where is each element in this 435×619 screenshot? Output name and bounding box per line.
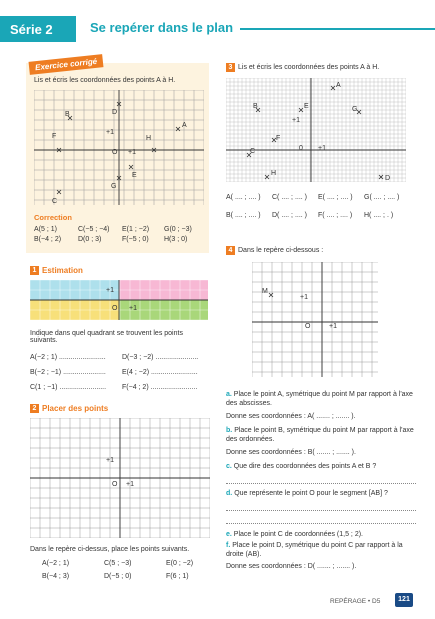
ex4-point-m: M [262,288,268,295]
corrected-point-h: H [146,135,152,142]
corrected-point-a: A [182,122,187,129]
ex2-instruction: Dans le repère ci-dessus, place les points suivants. [30,546,190,553]
answer-h: H(3 ; 0) [164,236,188,243]
ex1-origin: O [112,305,118,312]
ex4-a-coords[interactable]: Donne ses coordonnées : A( ....... ; ....... ). [226,413,356,420]
ex3-number: 3 [226,63,235,72]
ex4-d-text: Que représente le point O pour le segment [AB] ? [234,490,388,497]
title-rule [240,28,435,30]
ex4-f-label: f. [226,542,231,549]
ex4-a [226,390,416,408]
ex1-number: 1 [30,266,39,275]
ex2-number: 2 [30,404,39,413]
ex4-d [226,489,416,498]
ex4-c-label: c. [226,463,232,470]
ex3-blank-a[interactable]: A( .... ; .... ) [226,194,261,201]
corrected-point-c: C [52,198,58,205]
ex4-questions [226,390,416,571]
corrected-origin: O [112,149,118,156]
ex1-item-e: E(4 ; −2) ........................ [122,369,198,376]
ex2-item-b: B(−4 ; 3) [42,573,70,580]
ex3-blank-c[interactable]: C( .... ; .... ) [272,194,307,201]
ex2-item-a: A(−2 ; 1) [42,560,70,567]
ex1-item-f: F(−4 ; 2) ........................ [122,384,198,391]
ex3-blank-g[interactable]: G( .... ; .... ) [364,194,400,201]
ex1-item-c: C(1 ; −1) ........................ [30,384,107,391]
ex3-point-f: F [276,135,281,142]
ex4-f-text: Place le point D, symétrique du point C par rapport à la droite (AB). [226,542,403,558]
ex4-d-label: d. [226,490,233,497]
ex3-blank-h[interactable]: H( .... ; . ) [364,212,394,219]
ex4-e [226,530,416,539]
ex4-e-label: e. [226,531,232,538]
ex4-origin: O [305,323,311,330]
ex3-point-h: H [271,170,277,177]
ex4-a-label: a. [226,391,232,398]
ex4-e-text: Place le point C de coordonnées (1,5 ; 2). [233,531,363,538]
ex3-point-c: C [250,148,256,155]
ex3-point-a: A [336,82,341,89]
answer-a: A(5 ; 1) [34,226,57,233]
ex3-origin: 0 [299,145,303,152]
corrected-point-b: B [65,111,70,118]
ex3-blank-d[interactable]: D( .... ; .... ) [272,212,307,219]
ex2-grid [30,418,210,538]
corrected-point-g: G [111,183,117,190]
ex3-grid [226,78,406,182]
ex3-point-g: G [352,106,358,113]
ex2-y-unit: +1 [106,457,114,464]
ex4-b-text: Place le point B, symétrique du point M par rapport à l'axe des ordonnées. [226,427,414,443]
ex4-c-text: Que dire des coordonnées des points A et B ? [233,463,377,470]
ex3-point-d: D [385,175,391,182]
page-number: 121 [395,593,413,607]
footer-label: REPÉRAGE • D5 [330,598,381,605]
ex1-item-a: A(−2 ; 1) ........................ [30,354,106,361]
ex1-item-d: D(−3 ; −2) ...................... [122,354,199,361]
answer-b: B(−4 ; 2) [34,236,62,243]
ex2-item-d: D(−5 ; 0) [104,573,132,580]
ex2-x-unit: +1 [126,481,134,488]
ex4-point-m-mark [269,293,273,297]
ex4-d-answer-line-1[interactable] [226,498,416,511]
ex4-f-coords[interactable]: Donne ses coordonnées : D( ....... ; ....... ). [226,563,357,570]
ex2-items [42,560,212,584]
ex3-y-unit: +1 [292,117,300,124]
ex3-point-e: E [304,103,309,110]
ex4-a-text: Place le point A, symétrique du point M par rapport à l'axe des abscisses. [226,391,413,407]
answer-g: G(0 ; −3) [164,226,192,233]
ex2-item-f: F(6 ; 1) [166,573,189,580]
ex2-title [30,404,108,413]
ex4-instruction: Dans le repère ci-dessous : [238,247,324,254]
ex3-blanks [226,194,416,224]
answer-f: F(−5 ; 0) [122,236,149,243]
ex3-instruction: Lis et écris les coordonnées des points A à H. [238,64,380,71]
ex4-f [226,541,416,559]
corrected-x-unit: +1 [128,149,136,156]
ex3-blank-e[interactable]: E( .... ; .... ) [318,194,353,201]
corrected-grid [34,90,204,205]
ex1-y-unit: +1 [106,287,114,294]
corrected-point-f: F [52,133,57,140]
ex4-y-unit: +1 [300,294,308,301]
ex3-x-unit: +1 [318,145,326,152]
answer-d: D(0 ; 3) [78,236,102,243]
ex4-c-answer-line[interactable] [226,473,416,484]
answer-c: C(−5 ; −4) [78,226,110,233]
serie-tab [0,16,76,42]
ex2-origin: O [112,481,118,488]
ex4-number: 4 [226,246,235,255]
ex1-item-b: B(−2 ; −1) ...................... [30,369,106,376]
corrected-y-unit: +1 [106,129,114,136]
ex3-point-b: B [253,103,258,110]
correction-title: Correction [34,213,72,222]
answer-e: E(1 ; −2) [122,226,150,233]
ex1-x-unit: +1 [129,305,137,312]
corrected-instruction: Lis et écris les coordonnées des points A à H. [34,77,176,84]
ex4-x-unit: +1 [329,323,337,330]
ex3-header [226,63,379,72]
ex4-d-answer-line-2[interactable] [226,511,416,524]
corrected-point-e: E [132,172,137,179]
ex4-grid [252,262,378,377]
ex2-item-e: E(0 ; −2) [166,560,194,567]
page-title: Se repérer dans le plan [90,20,234,35]
ex1-title-text: Estimation [42,266,83,275]
ex4-c [226,462,416,471]
corrected-exercise-tag: Exercice corrigé [29,54,104,75]
ex1-items [30,354,210,400]
ex4-b [226,426,416,444]
serie-label: Série 2 [10,21,53,37]
ex3-blank-b[interactable]: B( .... ; .... ) [226,212,261,219]
ex4-b-coords[interactable]: Donne ses coordonnées : B( ....... ; ....... ). [226,449,356,456]
ex1-title [30,266,83,275]
ex3-blank-f[interactable]: F( .... ; .... ) [318,212,353,219]
ex2-item-c: C(5 ; −3) [104,560,132,567]
ex1-instruction: Indique dans quel quadrant se trouvent les points suivants. [30,330,183,344]
ex4-header [226,246,323,255]
corrected-point-d: D [112,109,118,116]
ex2-title-text: Placer des points [42,404,109,413]
ex4-b-label: b. [226,427,233,434]
ex1-quadrant-chart [30,280,208,320]
